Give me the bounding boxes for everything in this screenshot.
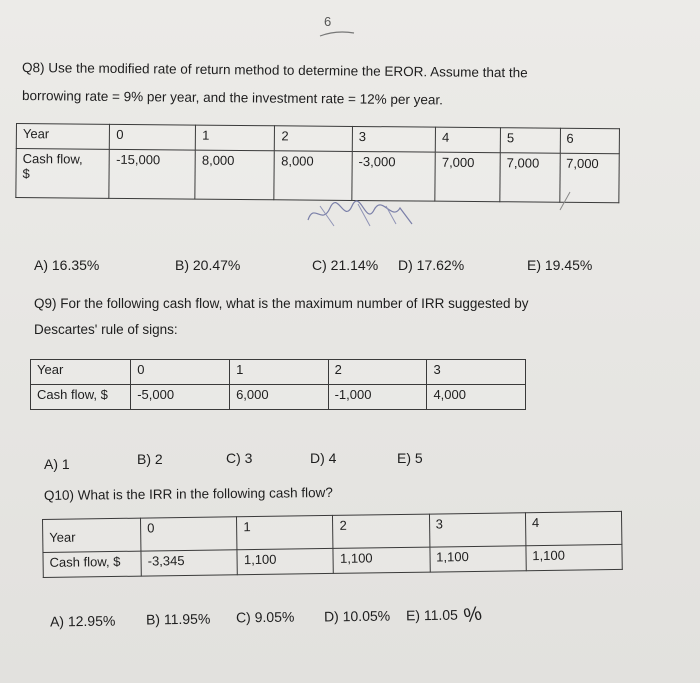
q9-year-cell: 2 (328, 360, 427, 385)
q9-year-cell: 1 (230, 360, 329, 385)
q10-cash-cell: 1,100 (237, 548, 333, 574)
q10-year-cell: 3 (429, 513, 526, 547)
q8-cash-cell: 7,000 (435, 152, 500, 202)
q8-cash-row (16, 149, 619, 203)
q10-question: Q10) What is the IRR in the following cash flow? (43, 484, 333, 503)
q8-option-c: C) 21.14% (312, 257, 379, 273)
handwritten-scribble (300, 196, 430, 236)
q9-question-line-1: Q9) For the following cash flow, what is the maximum number of IRR suggested by (34, 296, 529, 311)
q10-cash-label: Cash flow, $ (43, 551, 141, 577)
q8-cash-cell: 7,000 (500, 153, 560, 203)
q8-question-line-2: borrowing rate = 9% per year, and the investment rate = 12% per year. (21, 88, 444, 108)
q8-option-e: E) 19.45% (527, 257, 593, 273)
q8-cash-cell: -3,000 (352, 151, 436, 201)
q10-year-label: Year (43, 518, 142, 552)
page-number-underline (318, 28, 358, 40)
q10-year-cell: 0 (141, 517, 238, 551)
q8-cash-flow-table (15, 123, 620, 203)
q10-option-d: D) 10.05% (323, 607, 391, 625)
q9-year-cell: 0 (131, 360, 230, 385)
q9-option-d: D) 4 (310, 450, 337, 466)
q10-cash-cell: 1,100 (333, 547, 429, 573)
q8-option-b: B) 20.47% (175, 257, 241, 273)
q8-year-cell: 4 (435, 127, 500, 153)
q10-option-c: C) 9.05% (235, 608, 295, 626)
q8-year-cell: 3 (352, 126, 435, 152)
q10-cash-flow-table (42, 511, 623, 578)
q8-option-a: A) 16.35% (34, 257, 100, 273)
q8-year-label: Year (16, 124, 110, 150)
q9-option-a: A) 1 (44, 456, 70, 472)
q10-option-a: A) 12.95% (49, 612, 116, 630)
q8-cash-label-line-2: $ (22, 166, 30, 182)
q9-option-b: B) 2 (137, 451, 163, 467)
q10-year-cell: 2 (333, 514, 430, 548)
q9-cash-cell: 4,000 (427, 385, 526, 410)
q9-year-row (31, 360, 526, 385)
q9-cash-cell: 6,000 (230, 385, 329, 410)
q9-cash-cell: -5,000 (131, 385, 230, 410)
q10-year-cell: 1 (237, 515, 334, 549)
q8-year-cell: 6 (560, 128, 620, 154)
q10-option-e: E) 11.05 (405, 606, 458, 624)
q8-year-cell: 0 (110, 124, 196, 150)
q10-option-b: B) 11.95% (145, 610, 211, 628)
q8-question-line-1: Q8) Use the modified rate of return method to determine the EROR. Assume that the (21, 60, 528, 81)
q8-year-cell: 5 (500, 128, 560, 154)
q8-cash-cell: 8,000 (195, 150, 275, 200)
q10-year-cell: 4 (525, 511, 622, 545)
q8-year-cell: 2 (275, 126, 353, 152)
q10-cash-cell: 1,100 (526, 544, 623, 570)
q8-cash-cell: 7,000 (559, 153, 619, 203)
q8-cash-label (16, 149, 110, 199)
q9-option-c: C) 3 (226, 450, 253, 466)
q10-cash-cell: 1,100 (430, 546, 526, 572)
q9-question-line-2: Descartes' rule of signs: (34, 322, 178, 337)
q8-cash-cell: -15,000 (109, 149, 195, 199)
handwritten-percent-mark: % (461, 602, 484, 628)
handwritten-slash (556, 190, 576, 214)
q9-cash-row (31, 385, 526, 410)
page-number: 6 (324, 14, 332, 29)
q9-cash-cell: -1,000 (328, 385, 427, 410)
q9-cash-label: Cash flow, $ (31, 385, 131, 410)
q9-year-label: Year (31, 360, 131, 385)
q9-year-cell: 3 (427, 360, 526, 385)
q8-cash-label-line-1: Cash flow, (22, 151, 83, 167)
q9-option-e: E) 5 (397, 450, 423, 466)
q8-year-cell: 1 (195, 125, 274, 151)
q10-cash-cell: -3,345 (141, 550, 238, 576)
q8-cash-cell: 8,000 (274, 151, 352, 201)
q9-cash-flow-table (30, 359, 526, 410)
q8-option-d: D) 17.62% (398, 257, 465, 273)
